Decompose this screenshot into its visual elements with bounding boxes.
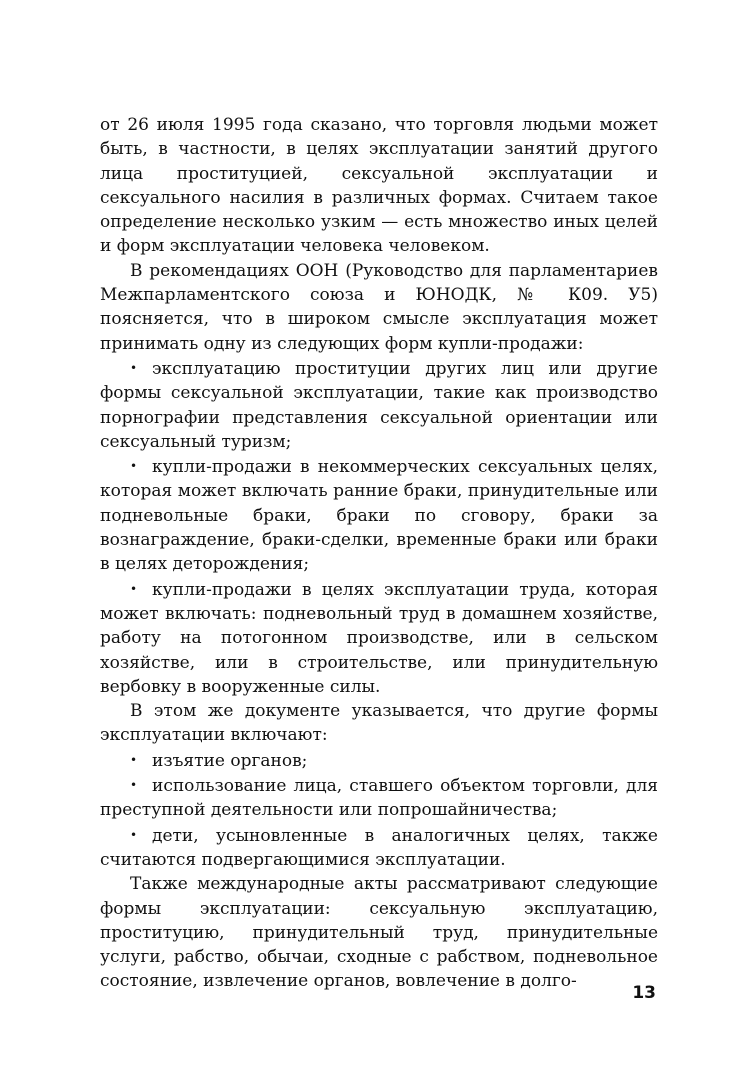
paragraph-2: В рекомендациях ООН (Руководство для парламентариев Межпарламентского союза и ЮНОДК, № К09. У5) поясняется, что в широком смысле эксплуатация может принимать одну из следующих форм купли-продажи: bbox=[100, 260, 658, 354]
list-item bbox=[100, 748, 658, 773]
paragraph-3: В этом же документе указывается, что другие формы эксплуатации включают: bbox=[100, 701, 658, 746]
list-item-text: дети, усыновленные в аналогичных целях, также считаются подвергающимися эксплуатации. bbox=[100, 825, 658, 870]
bullet-icon: • bbox=[130, 360, 138, 375]
paragraph-4: Также международные акты рассматривают следующие формы эксплуатации: сексуальную эксплуатацию, проституцию, принудительный труд, принудительные услуги, рабство, обычаи, сходные с рабством, подневольное состояние, извлечение органов, вовлечение в долго- bbox=[100, 874, 658, 992]
list-item-text: изъятие органов; bbox=[152, 750, 308, 771]
body-text bbox=[100, 113, 658, 994]
list-item-text: эксплуатацию проституции других лиц или другие формы сексуальной эксплуатации, такие как производство порнографии представления сексуальной ориентации или сексуальный туризм; bbox=[100, 358, 658, 452]
bullet-icon: • bbox=[130, 581, 138, 596]
bullet-icon: • bbox=[130, 827, 138, 842]
bullet-icon: • bbox=[130, 752, 138, 767]
page-number: 13 bbox=[632, 983, 656, 1003]
list-item-text: купли-продажи в некоммерческих сексуальных целях, которая может включать ранние браки, принудительные или подневольные браки, браки по сговору, браки за вознаграждение, браки-сделки, временные браки или браки в целях деторождения; bbox=[100, 457, 658, 575]
list-item bbox=[100, 773, 658, 823]
list-item bbox=[100, 577, 658, 699]
list-item-text: купли-продажи в целях эксплуатации труда, которая может включать: подневольный труд в домашнем хозяйстве, работу на потогонном производстве, или в сельском хозяйстве, или в строительстве, или принудительную вербовку в вооруженные силы. bbox=[100, 579, 658, 697]
list-item bbox=[100, 356, 658, 454]
bullet-icon: • bbox=[130, 459, 138, 474]
list-item-text: использование лица, ставшего объектом торговли, для преступной деятельности или попрошайничества; bbox=[100, 776, 658, 821]
list-item bbox=[100, 823, 658, 873]
bullet-icon: • bbox=[130, 778, 138, 793]
paragraph-1: от 26 июля 1995 года сказано, что торговля людьми может быть, в частности, в целях эксплуатации занятий другого лица проституцией, сексуальной эксплуатации и сексуального насилия в различных формах. Считаем такое определение несколько узким — есть множество иных целей и форм эксплуатации человека человеком. bbox=[100, 115, 658, 257]
list-item bbox=[100, 454, 658, 576]
